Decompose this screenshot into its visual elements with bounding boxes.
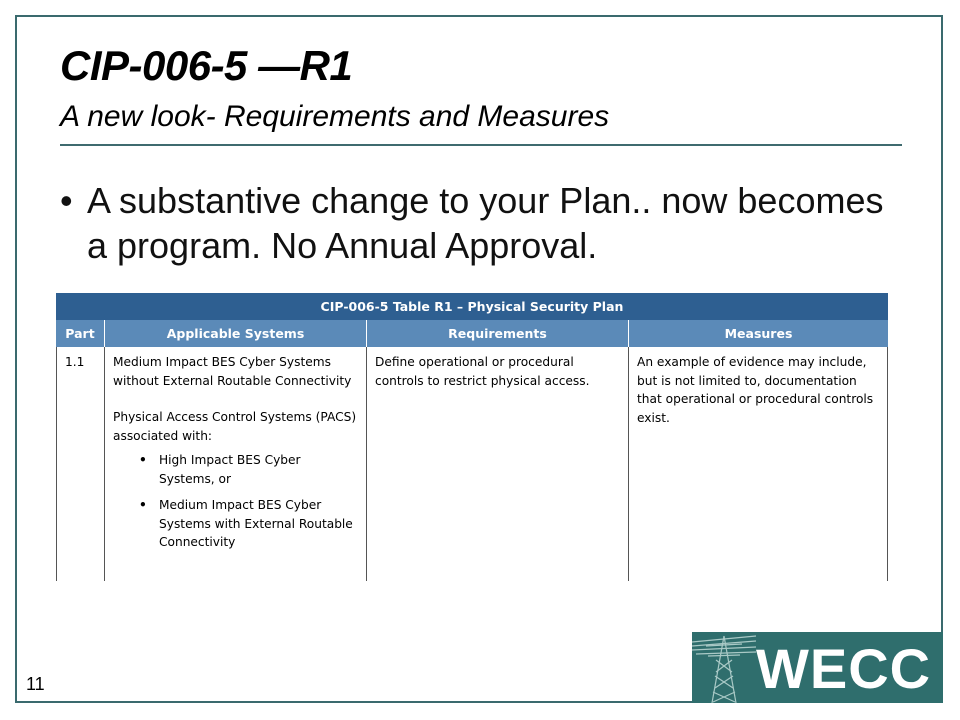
header-requirements: Requirements — [366, 320, 628, 347]
list-item: • Medium Impact BES Cyber Systems with External Routable Connectivity — [139, 496, 358, 552]
cell-part — [56, 347, 104, 581]
bullet-marker: • — [60, 180, 73, 221]
transmission-tower-icon — [692, 632, 756, 703]
table-title: CIP-006-5 Table R1 – Physical Security Plan — [56, 293, 888, 320]
systems-text-1: Medium Impact BES Cyber Systems without External Routable Connectivity — [113, 355, 352, 388]
cell-requirements — [366, 347, 628, 581]
cell-measures — [628, 347, 888, 581]
wecc-logo — [692, 632, 943, 703]
header-part: Part — [65, 326, 95, 341]
page-number: 11 — [26, 674, 45, 694]
table-header-row — [56, 320, 888, 347]
requirement-text: Define operational or procedural controls to restrict physical access. — [375, 355, 590, 388]
requirements-table — [56, 293, 888, 581]
logo-text: WECC — [756, 637, 932, 700]
header-measures: Measures — [628, 320, 888, 347]
part-number: 1.1 — [65, 355, 85, 369]
title-divider — [60, 144, 902, 146]
systems-text-2: Physical Access Control Systems (PACS) associated with: — [113, 410, 357, 443]
bullet-text: A substantive change to your Plan.. now becomes a program. No Annual Approval. — [87, 180, 884, 266]
slide-title: CIP-006-5 —R1 — [60, 42, 353, 89]
table-row — [56, 347, 888, 581]
list-item: • High Impact BES Cyber Systems, or — [139, 451, 358, 488]
bullet-point — [60, 178, 900, 268]
slide-subtitle: A new look- Requirements and Measures — [60, 100, 610, 133]
measure-text: An example of evidence may include, but is not limited to, documentation that operational or procedural controls exist. — [637, 355, 874, 425]
systems-bullet-list — [113, 451, 358, 552]
cell-applicable-systems — [104, 347, 366, 581]
header-applicable-systems: Applicable Systems — [104, 320, 366, 347]
